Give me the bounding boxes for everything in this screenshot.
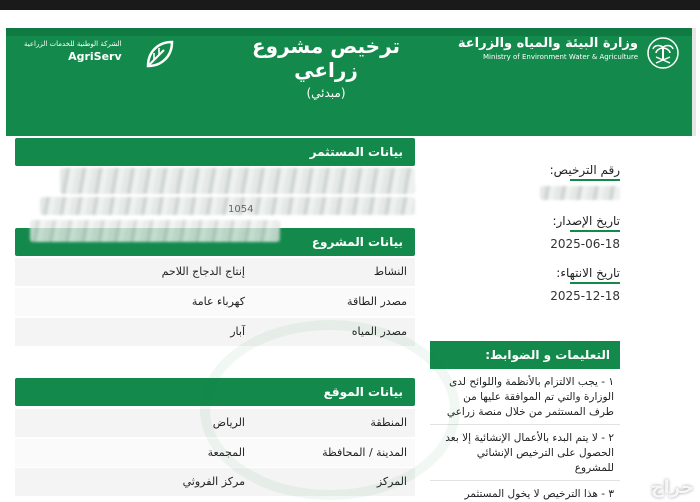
project-header-redacted xyxy=(30,220,280,242)
project-row-value: آبار xyxy=(230,325,245,338)
leaf-icon xyxy=(144,38,176,70)
location-section-title: بيانات الموقع xyxy=(323,385,403,399)
expiry-date-label: تاريخ الانتهاء: xyxy=(556,266,620,280)
location-row-label: المدينة / المحافظة xyxy=(322,446,407,459)
ministry-name-ar: وزارة البيئة والمياه والزراعة xyxy=(457,36,638,51)
project-row-label: النشاط xyxy=(373,265,407,278)
investor-section-header xyxy=(15,138,415,166)
ministry-logo xyxy=(458,36,638,61)
issue-date-value: 2025-06-18 xyxy=(550,237,620,251)
project-row xyxy=(15,288,415,316)
project-row-value: إنتاج الدجاج اللاحم xyxy=(161,265,245,278)
issue-date-label: تاريخ الإصدار: xyxy=(552,214,620,228)
company-name-en: AgriServ xyxy=(68,50,122,63)
license-number-redacted xyxy=(540,186,620,200)
palm-emblem-icon xyxy=(646,36,680,70)
agriserv-logo xyxy=(24,40,122,63)
location-row-label: المركز xyxy=(376,475,407,488)
location-row-value: المجمعة xyxy=(207,446,245,459)
top-dark-bar xyxy=(0,0,700,10)
project-row-value: كهرباء عامة xyxy=(191,295,245,308)
license-number-label: رقم الترخيص: xyxy=(549,163,620,177)
license-header xyxy=(6,28,696,136)
page-title: ترخيص مشروع زراعي xyxy=(251,34,401,82)
instruction-item: ١ - يجب الالتزام بالأنظمة واللوائح لدى الوزارة والتي تم الموافقة عليها من طرف المستثمر من خلال منصة زراعي xyxy=(430,369,620,425)
page-subtitle: (مبدئي) xyxy=(306,86,346,100)
investor-id-fragment: 1054 xyxy=(228,204,254,215)
location-row-value: مركز الفروثي xyxy=(182,475,245,488)
title-block xyxy=(226,34,426,100)
location-row-label: المنطقة xyxy=(370,416,407,429)
project-row-label: مصدر المياه xyxy=(351,325,407,338)
site-watermark: حراج xyxy=(650,477,694,498)
expiry-date-value: 2025-12-18 xyxy=(550,289,620,303)
company-name-ar: الشركة الوطنية للخدمات الزراعية xyxy=(24,40,122,48)
instruction-item: ٢ - لا يتم البدء بالأعمال الإنشائية إلا بعد الحصول على الترخيص الإنشائي للمشروع xyxy=(430,425,620,481)
location-row-value: الرياض xyxy=(212,416,245,429)
project-row xyxy=(15,258,415,286)
project-section-title: بيانات المشروع xyxy=(311,235,403,249)
ministry-name-en: Ministry of Environment Water & Agriculture xyxy=(483,53,638,61)
project-row-label: مصدر الطاقة xyxy=(347,295,407,308)
investor-section-title: بيانات المستثمر xyxy=(309,145,403,159)
investor-name-redacted xyxy=(60,168,415,194)
background-watermark xyxy=(200,320,460,500)
instructions-title: التعليمات و الضوابط: xyxy=(430,341,620,369)
instruction-item: ٣ - هذا الترخيص لا يخول المستثمر xyxy=(464,488,614,500)
